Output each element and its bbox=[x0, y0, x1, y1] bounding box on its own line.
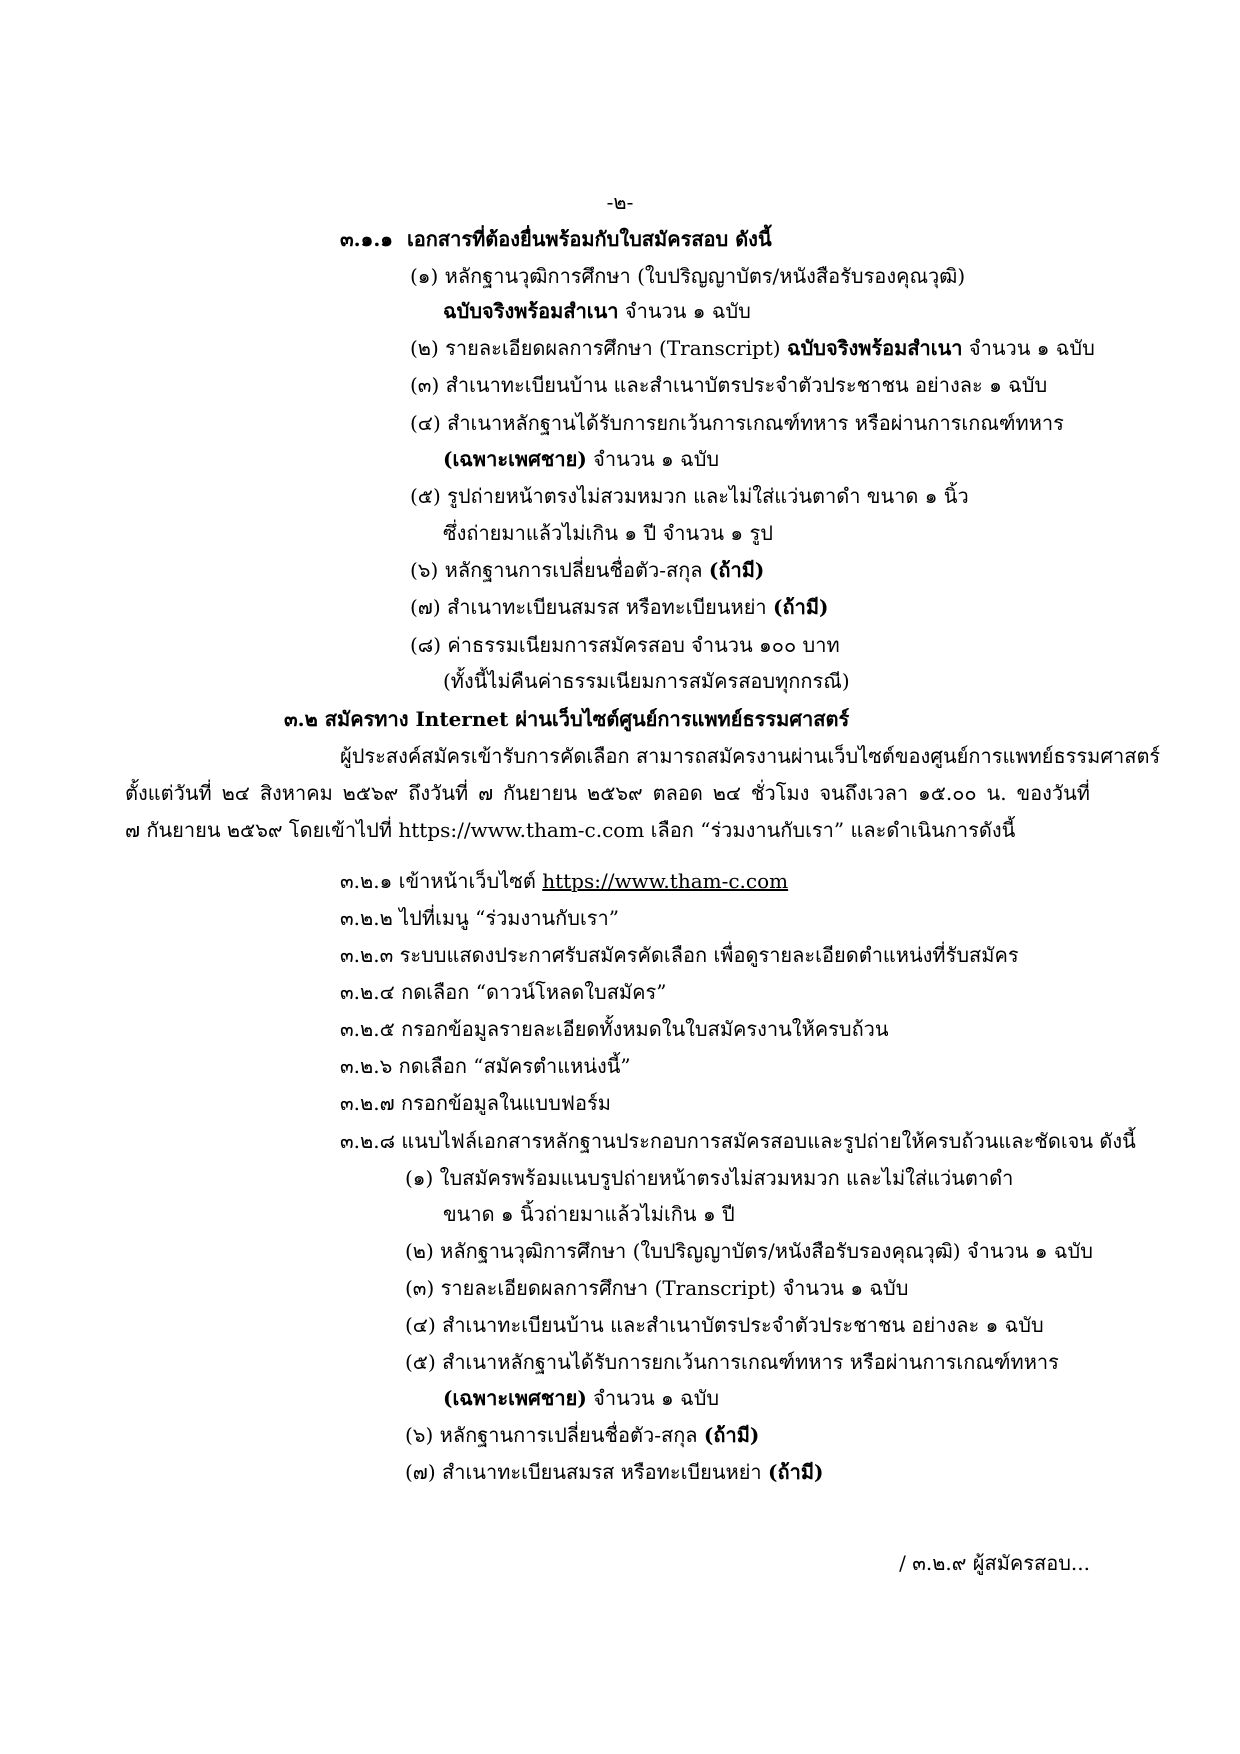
list-item-continuation bbox=[443, 444, 719, 474]
section-number: ๓.๒ bbox=[284, 707, 318, 731]
attachment-item bbox=[405, 1273, 908, 1303]
step-number: ๓.๒.๖ bbox=[340, 1054, 393, 1078]
step-text: กรอกข้อมูลในแบบฟอร์ม bbox=[400, 1091, 611, 1115]
step-item bbox=[340, 1088, 611, 1118]
list-item-continuation bbox=[443, 518, 773, 548]
step-number: ๓.๒.๔ bbox=[340, 980, 395, 1004]
list-item bbox=[410, 408, 1064, 438]
step-item bbox=[340, 1014, 889, 1044]
website-link[interactable]: https://www.tham-c.com bbox=[542, 869, 789, 893]
step-number: ๓.๒.๓ bbox=[340, 943, 394, 967]
step-number: ๓.๒.๗ bbox=[340, 1091, 395, 1115]
item-text: รายละเอียดผลการศึกษา (Transcript) bbox=[445, 336, 787, 360]
step-item bbox=[340, 940, 1019, 970]
list-item bbox=[410, 261, 965, 291]
item-bold-text: (ถ้ามี) bbox=[703, 1423, 760, 1447]
attachment-item-continuation bbox=[443, 1199, 735, 1229]
list-item bbox=[410, 370, 1047, 400]
item-text: สำเนาทะเบียนสมรส หรือทะเบียนหย่า bbox=[442, 1460, 769, 1484]
paragraph-line: ตั้งแต่วันที่ ๒๔ สิงหาคม ๒๕๖๙ ถึงวันที่ ๗ กันยายน ๒๕๖๙ ตลอด ๒๔ ชั่วโมง จนถึงเวลา ๑๕.๐๐ น. ของวันที่ bbox=[125, 781, 1090, 805]
list-item bbox=[410, 592, 828, 622]
item-bold-text: (เฉพาะเพศชาย) bbox=[443, 447, 587, 471]
step-item bbox=[340, 1126, 1136, 1156]
item-bold-text: ฉบับจริงพร้อมสำเนา bbox=[786, 336, 963, 360]
item-number: (๘) bbox=[410, 633, 442, 657]
item-bold-text: (เฉพาะเพศชาย) bbox=[443, 1386, 587, 1410]
step-text: ระบบแสดงประกาศรับสมัครคัดเลือก เพื่อดูรายละเอียดตำแหน่งที่รับสมัคร bbox=[399, 943, 1019, 967]
continuation-marker: / ๓.๒.๙ ผู้สมัครสอบ... bbox=[899, 1551, 1090, 1575]
item-text: หลักฐานการเปลี่ยนชื่อตัว-สกุล bbox=[444, 558, 709, 582]
item-number: (๓) bbox=[405, 1276, 435, 1300]
item-number: (๗) bbox=[405, 1460, 436, 1484]
item-number: (๓) bbox=[410, 373, 440, 397]
step-number: ๓.๒.๕ bbox=[340, 1017, 395, 1041]
list-item-continuation bbox=[443, 296, 751, 326]
item-text: หลักฐานวุฒิการศึกษา (ใบปริญญาบัตร/หนังสือรับรองคุณวุฒิ) จำนวน ๑ ฉบับ bbox=[440, 1239, 1093, 1263]
item-bold-text: (ถ้ามี) bbox=[768, 1460, 824, 1484]
item-text: ขนาด ๑ นิ้วถ่ายมาแล้วไม่เกิน ๑ ปี bbox=[443, 1202, 735, 1226]
attachment-item bbox=[405, 1236, 1093, 1266]
item-text: จำนวน ๑ ฉบับ bbox=[586, 1386, 720, 1410]
item-number: (๕) bbox=[410, 484, 441, 508]
attachment-item-continuation bbox=[443, 1383, 719, 1413]
item-number: (๒) bbox=[405, 1239, 434, 1263]
paragraph-line: ๗ กันยายน ๒๕๖๙ โดยเข้าไปที่ https://www.tham-c.com เลือก “ร่วมงานกับเรา” และดำเนินการดังนี้ bbox=[125, 818, 1016, 842]
section-number: ๓.๑.๑ bbox=[340, 227, 393, 251]
item-text: สำเนาทะเบียนบ้าน และสำเนาบัตรประจำตัวประชาชน อย่างละ ๑ ฉบับ bbox=[442, 1313, 1044, 1337]
section-heading-3-2 bbox=[284, 704, 849, 734]
list-item bbox=[410, 630, 840, 660]
page-number: -๒- bbox=[606, 190, 634, 214]
item-text: ซึ่งถ่ายมาแล้วไม่เกิน ๑ ปี จำนวน ๑ รูป bbox=[443, 521, 773, 545]
list-item bbox=[410, 555, 764, 585]
step-text: กรอกข้อมูลรายละเอียดทั้งหมดในใบสมัครงานให้ครบถ้วน bbox=[401, 1017, 889, 1041]
section-title: เอกสารที่ต้องยื่นพร้อมกับใบสมัครสอบ ดังนี้ bbox=[406, 227, 772, 251]
step-number: ๓.๒.๘ bbox=[340, 1129, 395, 1153]
list-item bbox=[410, 481, 969, 511]
item-number: (๕) bbox=[405, 1350, 436, 1374]
paragraph-line: ผู้ประสงค์สมัครเข้ารับการคัดเลือก สามารถสมัครงานผ่านเว็บไซต์ของศูนย์การแพทย์ธรรมศาสตร์ bbox=[340, 744, 1161, 768]
attachment-item bbox=[405, 1310, 1044, 1340]
section-title: สมัครทาง Internet ผ่านเว็บไซต์ศูนย์การแพทย์ธรรมศาสตร์ bbox=[324, 707, 850, 731]
step-text: ไปที่เมนู “ร่วมงานกับเรา” bbox=[399, 906, 619, 930]
item-number: (๖) bbox=[410, 558, 439, 582]
item-text: จำนวน ๑ ฉบับ bbox=[586, 447, 720, 471]
item-text: รายละเอียดผลการศึกษา (Transcript) จำนวน ๑ ฉบับ bbox=[440, 1276, 909, 1300]
item-text: จำนวน ๑ ฉบับ bbox=[962, 336, 1095, 360]
attachment-item bbox=[405, 1347, 1059, 1377]
step-number: ๓.๒.๒ bbox=[340, 906, 393, 930]
step-text: กดเลือก “สมัครตำแหน่งนี้” bbox=[398, 1054, 631, 1078]
list-item-continuation bbox=[443, 666, 850, 696]
step-text: เข้าหน้าเว็บไซต์ bbox=[398, 869, 543, 893]
item-bold-text: (ถ้ามี) bbox=[708, 558, 765, 582]
item-bold-text: (ถ้ามี) bbox=[773, 595, 829, 619]
item-text: หลักฐานวุฒิการศึกษา (ใบปริญญาบัตร/หนังสือรับรองคุณวุฒิ) bbox=[444, 264, 966, 288]
item-number: (๔) bbox=[410, 411, 441, 435]
item-bold-text: ฉบับจริงพร้อมสำเนา bbox=[443, 299, 619, 323]
item-text: จำนวน ๑ ฉบับ bbox=[618, 299, 751, 323]
item-number: (๗) bbox=[410, 595, 441, 619]
attachment-item bbox=[405, 1163, 1013, 1193]
attachment-item bbox=[405, 1420, 759, 1450]
item-text: รูปถ่ายหน้าตรงไม่สวมหมวก และไม่ใส่แว่นตาดำ ขนาด ๑ นิ้ว bbox=[447, 484, 969, 508]
item-number: (๖) bbox=[405, 1423, 434, 1447]
item-text: สำเนาหลักฐานได้รับการยกเว้นการเกณฑ์ทหาร หรือผ่านการเกณฑ์ทหาร bbox=[442, 1350, 1059, 1374]
item-text: ใบสมัครพร้อมแนบรูปถ่ายหน้าตรงไม่สวมหมวก และไม่ใส่แว่นตาดำ bbox=[439, 1166, 1014, 1190]
item-number: (๑) bbox=[405, 1166, 434, 1190]
step-item bbox=[340, 903, 619, 933]
item-number: (๔) bbox=[405, 1313, 436, 1337]
item-text: สำเนาหลักฐานได้รับการยกเว้นการเกณฑ์ทหาร หรือผ่านการเกณฑ์ทหาร bbox=[447, 411, 1064, 435]
step-text: กดเลือก “ดาวน์โหลดใบสมัคร” bbox=[401, 980, 667, 1004]
item-text: สำเนาทะเบียนบ้าน และสำเนาบัตรประจำตัวประชาชน อย่างละ ๑ ฉบับ bbox=[445, 373, 1048, 397]
item-text: หลักฐานการเปลี่ยนชื่อตัว-สกุล bbox=[439, 1423, 704, 1447]
step-item bbox=[340, 977, 666, 1007]
step-number: ๓.๒.๑ bbox=[340, 869, 393, 893]
step-item bbox=[340, 866, 788, 896]
attachment-item bbox=[405, 1457, 823, 1487]
list-item bbox=[410, 333, 1095, 363]
section-heading-3-1-1 bbox=[340, 224, 772, 254]
item-text: ค่าธรรมเนียมการสมัครสอบ จำนวน ๑๐๐ บาท bbox=[447, 633, 840, 657]
item-text: สำเนาทะเบียนสมรส หรือทะเบียนหย่า bbox=[447, 595, 774, 619]
item-number: (๒) bbox=[410, 336, 439, 360]
item-number: (๑) bbox=[410, 264, 439, 288]
step-text: แนบไฟล์เอกสารหลักฐานประกอบการสมัครสอบและรูปถ่ายให้ครบถ้วนและชัดเจน ดังนี้ bbox=[401, 1129, 1136, 1153]
step-item bbox=[340, 1051, 631, 1081]
item-text: (ทั้งนี้ไม่คืนค่าธรรมเนียมการสมัครสอบทุกกรณี) bbox=[443, 669, 850, 693]
